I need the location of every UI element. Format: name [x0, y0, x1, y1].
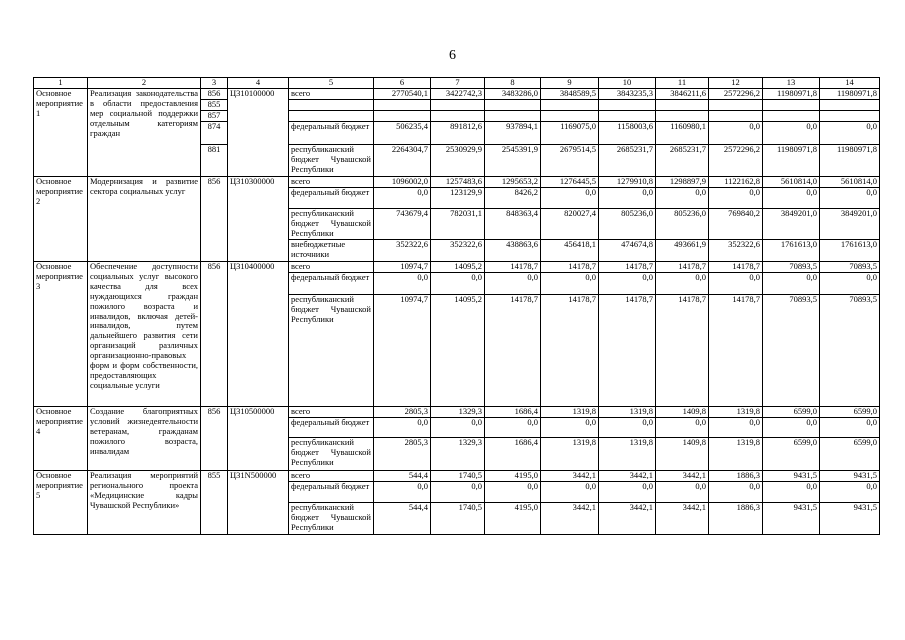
code-cell: 856 [201, 89, 228, 100]
value-cell: 10974,7 [374, 295, 431, 407]
value-cell: 0,0 [709, 188, 763, 209]
value-cell: 2685231,7 [656, 145, 709, 177]
value-cell: 2679514,5 [541, 145, 599, 177]
value-cell: 3442,1 [599, 471, 656, 482]
value-cell: 1886,3 [709, 471, 763, 482]
value-cell: 14178,7 [599, 295, 656, 407]
value-cell: 0,0 [485, 482, 541, 503]
value-cell: 4195,0 [485, 503, 541, 535]
value-cell: 0,0 [709, 273, 763, 295]
measure-name: Основное мероприятие 3 [34, 262, 88, 407]
value-cell: 1740,5 [431, 503, 485, 535]
value-cell: 0,0 [541, 418, 599, 438]
value-cell: 1319,8 [599, 438, 656, 471]
value-cell: 11980971,8 [763, 145, 820, 177]
value-cell: 0,0 [431, 273, 485, 295]
measure-name: Основное мероприятие 5 [34, 471, 88, 535]
value-cell: 3442,1 [656, 503, 709, 535]
source-label: республиканский бюджет Чувашской Республики [289, 438, 374, 471]
value-cell: 0,0 [485, 418, 541, 438]
value-cell: 9431,5 [763, 471, 820, 482]
value-cell: 0,0 [820, 273, 880, 295]
value-cell: 70893,5 [820, 262, 880, 273]
target-code: Ц31N500000 [228, 471, 289, 535]
value-cell: 1886,3 [709, 503, 763, 535]
column-number: 1 [34, 78, 88, 89]
measure-name: Основное мероприятие 4 [34, 407, 88, 471]
source-label: республиканский бюджет Чувашской Республики [289, 209, 374, 240]
code-cell: 855 [201, 471, 228, 535]
value-cell: 0,0 [763, 122, 820, 145]
value-cell: 2685231,7 [599, 145, 656, 177]
value-cell: 0,0 [541, 188, 599, 209]
value-cell: 0,0 [709, 482, 763, 503]
value-cell: 2770540,1 [374, 89, 431, 100]
value-cell: 0,0 [709, 418, 763, 438]
measure-name: Основное мероприятие 2 [34, 177, 88, 262]
measure-description: Реализация мероприятий регионального проекта «Медицинские кадры Чувашской Республики» [88, 471, 201, 535]
value-cell: 1276445,5 [541, 177, 599, 188]
value-cell: 1096002,0 [374, 177, 431, 188]
value-cell: 11980971,8 [820, 145, 880, 177]
column-number: 5 [289, 78, 374, 89]
value-cell: 438863,6 [485, 240, 541, 262]
value-cell: 6599,0 [763, 438, 820, 471]
source-label: всего [289, 262, 374, 273]
source-label: республиканский бюджет Чувашской Республики [289, 145, 374, 177]
value-cell: 0,0 [763, 418, 820, 438]
value-cell: 123129,9 [431, 188, 485, 209]
value-cell: 0,0 [374, 418, 431, 438]
value-cell: 1319,8 [599, 407, 656, 418]
value-cell: 1686,4 [485, 438, 541, 471]
value-cell: 0,0 [374, 188, 431, 209]
source-label: республиканский бюджет Чувашской Республики [289, 295, 374, 407]
value-cell: 2545391,9 [485, 145, 541, 177]
value-cell: 0,0 [763, 482, 820, 503]
value-cell: 0,0 [431, 482, 485, 503]
source-label: федеральный бюджет [289, 188, 374, 209]
value-cell: 352322,6 [709, 240, 763, 262]
value-cell: 544,4 [374, 503, 431, 535]
value-cell: 1279910,8 [599, 177, 656, 188]
value-cell: 820027,4 [541, 209, 599, 240]
value-cell: 14095,2 [431, 262, 485, 273]
value-cell: 891812,6 [431, 122, 485, 145]
column-number: 13 [763, 78, 820, 89]
value-cell: 769840,2 [709, 209, 763, 240]
value-cell: 1329,3 [431, 407, 485, 418]
value-cell: 70893,5 [763, 295, 820, 407]
value-cell: 1298897,9 [656, 177, 709, 188]
value-cell: 4195,0 [485, 471, 541, 482]
value-cell: 0,0 [820, 122, 880, 145]
value-cell: 506235,4 [374, 122, 431, 145]
value-cell: 1319,8 [709, 438, 763, 471]
value-cell: 3849201,0 [763, 209, 820, 240]
column-number: 9 [541, 78, 599, 89]
value-cell: 2264304,7 [374, 145, 431, 177]
value-cell: 0,0 [485, 273, 541, 295]
value-cell: 0,0 [656, 188, 709, 209]
value-cell: 1761613,0 [763, 240, 820, 262]
value-cell: 3442,1 [541, 471, 599, 482]
code-cell: 857 [201, 111, 228, 122]
measure-name: Основное мероприятие 1 [34, 89, 88, 177]
value-cell: 493661,9 [656, 240, 709, 262]
value-cell: 14178,7 [656, 262, 709, 273]
value-cell: 11980971,8 [763, 89, 820, 100]
target-code: Ц310400000 [228, 262, 289, 407]
table-row [34, 89, 880, 100]
column-number: 10 [599, 78, 656, 89]
value-cell: 0,0 [820, 482, 880, 503]
value-cell: 14178,7 [656, 295, 709, 407]
target-code: Ц310500000 [228, 407, 289, 471]
value-cell: 1329,3 [431, 438, 485, 471]
value-cell: 1295653,2 [485, 177, 541, 188]
column-number: 12 [709, 78, 763, 89]
source-label: федеральный бюджет [289, 418, 374, 438]
value-cell: 14178,7 [709, 262, 763, 273]
value-cell: 805236,0 [656, 209, 709, 240]
value-cell: 1761613,0 [820, 240, 880, 262]
value-cell: 937894,1 [485, 122, 541, 145]
code-cell: 856 [201, 262, 228, 407]
value-cell: 14178,7 [599, 262, 656, 273]
value-cell: 743679,4 [374, 209, 431, 240]
value-cell: 474674,8 [599, 240, 656, 262]
value-cell: 805236,0 [599, 209, 656, 240]
value-cell: 1158003,6 [599, 122, 656, 145]
value-cell: 3442,1 [599, 503, 656, 535]
value-cell: 1257483,6 [431, 177, 485, 188]
value-cell: 352322,6 [431, 240, 485, 262]
value-cell: 1169075,0 [541, 122, 599, 145]
code-cell: 855 [201, 100, 228, 111]
value-cell: 3422742,3 [431, 89, 485, 100]
value-cell: 9431,5 [820, 471, 880, 482]
value-cell: 70893,5 [763, 262, 820, 273]
source-label: всего [289, 471, 374, 482]
value-cell: 1409,8 [656, 438, 709, 471]
column-number: 14 [820, 78, 880, 89]
value-cell: 10974,7 [374, 262, 431, 273]
code-cell: 881 [201, 145, 228, 177]
value-cell: 544,4 [374, 471, 431, 482]
value-cell: 0,0 [599, 188, 656, 209]
column-number: 11 [656, 78, 709, 89]
value-cell: 6599,0 [820, 438, 880, 471]
column-number-row [34, 78, 880, 89]
source-label: федеральный бюджет [289, 482, 374, 503]
value-cell: 14178,7 [485, 262, 541, 273]
value-cell: 3483286,0 [485, 89, 541, 100]
value-cell: 3846211,6 [656, 89, 709, 100]
value-cell: 2530929,9 [431, 145, 485, 177]
source-label: республиканский бюджет Чувашской Республики [289, 503, 374, 535]
column-number: 2 [88, 78, 201, 89]
value-cell: 11980971,8 [820, 89, 880, 100]
value-cell: 1319,8 [541, 407, 599, 418]
value-cell: 70893,5 [820, 295, 880, 407]
value-cell: 0,0 [599, 418, 656, 438]
column-number: 8 [485, 78, 541, 89]
value-cell: 14178,7 [541, 295, 599, 407]
value-cell: 5610814,0 [763, 177, 820, 188]
value-cell: 0,0 [541, 273, 599, 295]
target-code: Ц310100000 [228, 89, 289, 177]
value-cell: 782031,1 [431, 209, 485, 240]
value-cell: 9431,5 [763, 503, 820, 535]
target-code: Ц310300000 [228, 177, 289, 262]
value-cell: 0,0 [820, 188, 880, 209]
source-label: всего [289, 407, 374, 418]
value-cell: 0,0 [820, 418, 880, 438]
value-cell: 0,0 [374, 273, 431, 295]
value-cell: 14178,7 [485, 295, 541, 407]
value-cell: 1122162,8 [709, 177, 763, 188]
value-cell: 3849201,0 [820, 209, 880, 240]
value-cell: 14178,7 [541, 262, 599, 273]
source-label: всего [289, 89, 374, 100]
value-cell: 3442,1 [656, 471, 709, 482]
value-cell: 0,0 [656, 273, 709, 295]
value-cell: 1686,4 [485, 407, 541, 418]
value-cell: 0,0 [709, 122, 763, 145]
value-cell: 1319,8 [541, 438, 599, 471]
value-cell: 1740,5 [431, 471, 485, 482]
column-number: 7 [431, 78, 485, 89]
value-cell: 0,0 [374, 482, 431, 503]
value-cell: 2572296,2 [709, 145, 763, 177]
measure-description: Обеспечение доступности социальных услуг высокого качества для всех нуждающихся граждан пожилого возраста и инвалидов, включая детей-инвалидов, путем дальнейшего развития сети организаций различных организационно-правовых форм и форм собственности, предоставляющих социальные услуги [88, 262, 201, 407]
value-cell: 2805,3 [374, 438, 431, 471]
value-cell: 2805,3 [374, 407, 431, 418]
table-row [34, 407, 880, 418]
value-cell: 0,0 [763, 273, 820, 295]
source-label: федеральный бюджет [289, 273, 374, 295]
measure-description: Создание благоприятных условий жизнедеятельности ветеранам, гражданам пожилого возраста, инвалидам [88, 407, 201, 471]
measure-description: Модернизация и развитие сектора социальных услуг [88, 177, 201, 262]
value-cell: 352322,6 [374, 240, 431, 262]
value-cell: 1319,8 [709, 407, 763, 418]
value-cell: 0,0 [431, 418, 485, 438]
value-cell: 0,0 [599, 482, 656, 503]
value-cell: 0,0 [656, 418, 709, 438]
value-cell: 0,0 [599, 273, 656, 295]
value-cell: 8426,2 [485, 188, 541, 209]
value-cell: 14095,2 [431, 295, 485, 407]
value-cell: 3848589,5 [541, 89, 599, 100]
code-cell: 856 [201, 177, 228, 262]
source-label: всего [289, 177, 374, 188]
value-cell: 3843235,3 [599, 89, 656, 100]
value-cell: 14178,7 [709, 295, 763, 407]
code-cell: 874 [201, 122, 228, 145]
measure-description: Реализация законодательства в области предоставления мер социальной поддержки отдельным категориям граждан [88, 89, 201, 177]
value-cell: 0,0 [656, 482, 709, 503]
column-number: 3 [201, 78, 228, 89]
value-cell: 3442,1 [541, 503, 599, 535]
source-label: федеральный бюджет [289, 122, 374, 145]
value-cell: 456418,1 [541, 240, 599, 262]
value-cell: 6599,0 [763, 407, 820, 418]
value-cell: 848363,4 [485, 209, 541, 240]
value-cell: 5610814,0 [820, 177, 880, 188]
table-row [34, 471, 880, 482]
value-cell: 2572296,2 [709, 89, 763, 100]
source-label: внебюджетные источники [289, 240, 374, 262]
table-row [34, 262, 880, 273]
page-number: 6 [449, 48, 456, 63]
value-cell: 0,0 [541, 482, 599, 503]
column-number: 4 [228, 78, 289, 89]
table-row [34, 177, 880, 188]
column-number: 6 [374, 78, 431, 89]
value-cell: 1409,8 [656, 407, 709, 418]
financing-table [33, 77, 880, 535]
value-cell: 1160980,1 [656, 122, 709, 145]
value-cell: 9431,5 [820, 503, 880, 535]
value-cell: 6599,0 [820, 407, 880, 418]
code-cell: 856 [201, 407, 228, 471]
value-cell: 0,0 [763, 188, 820, 209]
